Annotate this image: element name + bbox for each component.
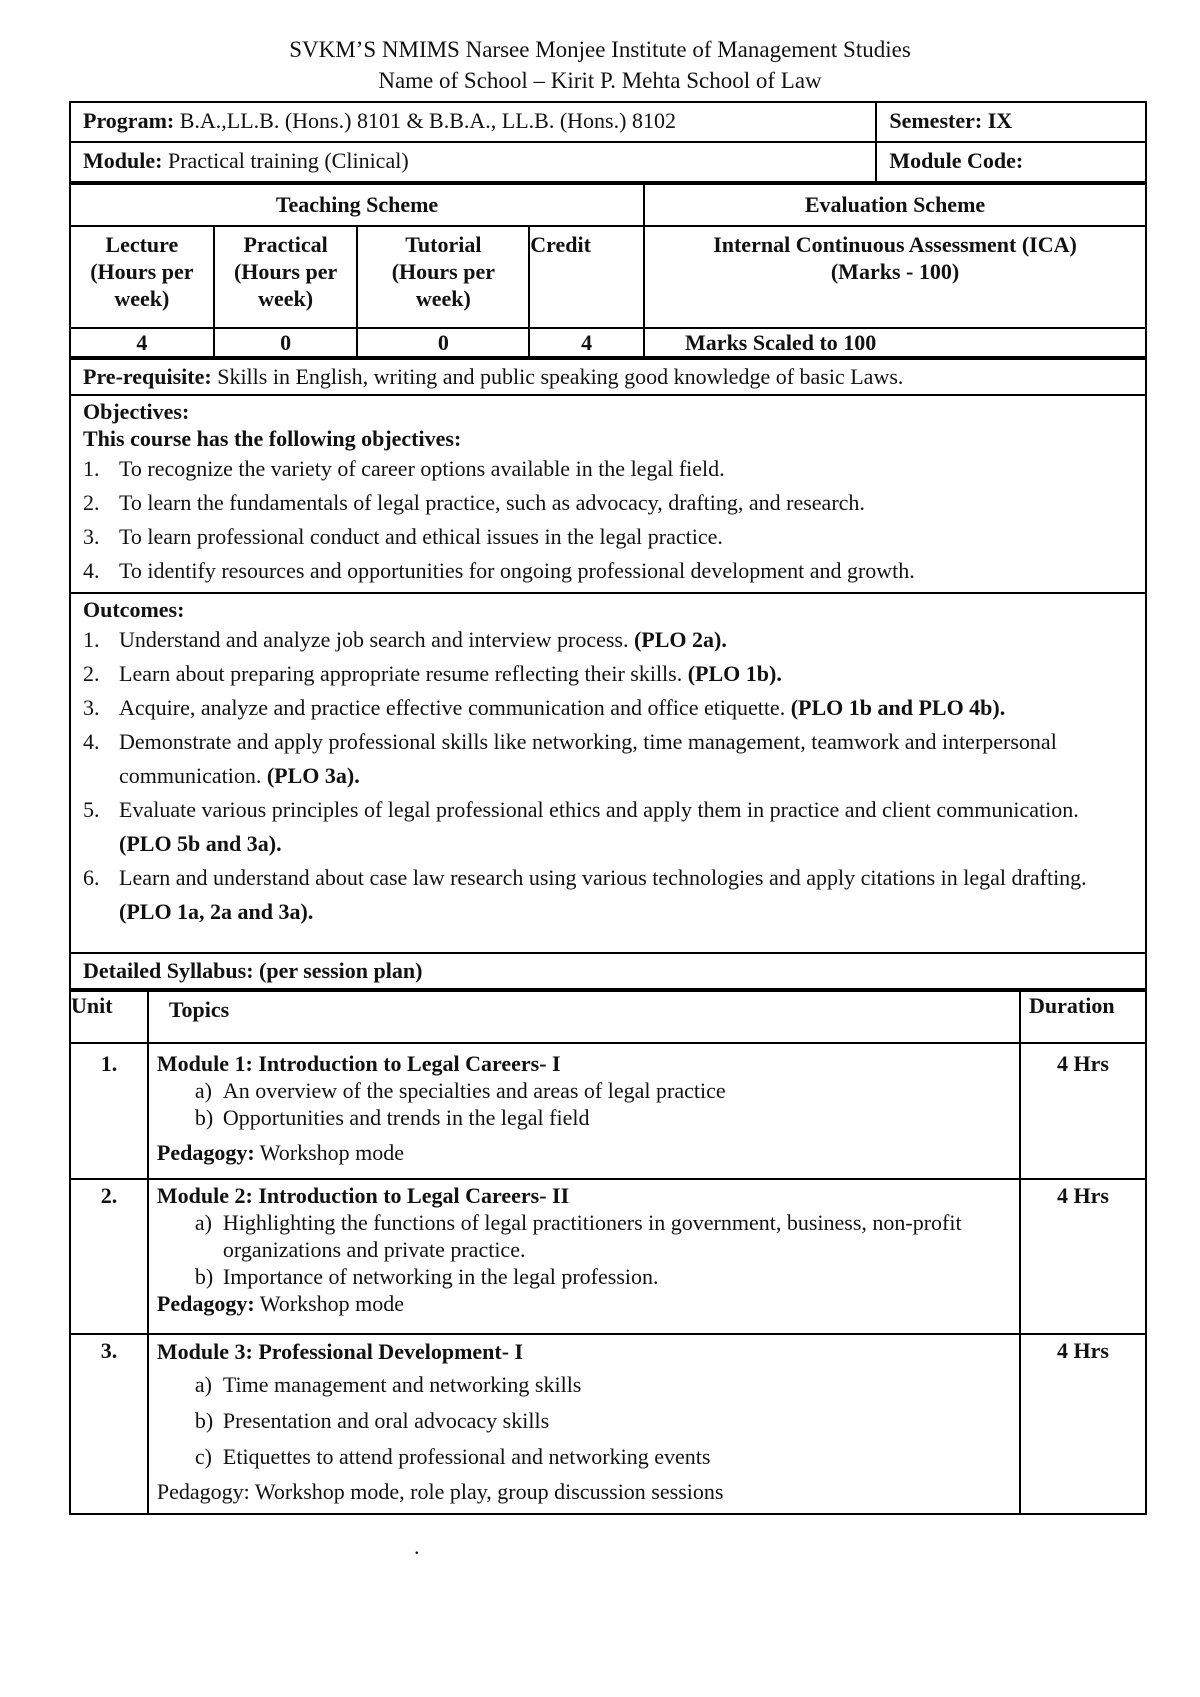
program-value: B.A.,LL.B. (Hons.) 8101 & B.B.A., LL.B. (Hons.) 8102 xyxy=(179,108,676,133)
topic-item xyxy=(157,1077,1011,1104)
topic-letter: a) xyxy=(194,1078,212,1103)
duration-text: 4 Hrs xyxy=(1057,1183,1109,1208)
outcome-plo: (PLO 3a). xyxy=(266,763,360,788)
topic-letter: a) xyxy=(194,1372,212,1397)
pedagogy-label: Pedagogy: xyxy=(156,1291,255,1316)
topic-text: Time management and networking skills xyxy=(222,1372,582,1397)
objective-text: To learn professional conduct and ethical issues in the legal practice. xyxy=(119,524,723,549)
outcomes-cell xyxy=(70,593,1146,953)
pedagogy xyxy=(157,1475,1011,1509)
topic-text: Opportunities and trends in the legal field xyxy=(222,1105,590,1130)
objective-number: 3. xyxy=(83,524,100,549)
outcome-plo: (PLO 1b). xyxy=(687,661,782,686)
objective-text: To recognize the variety of career options available in the legal field. xyxy=(119,456,725,481)
topic-letter: b) xyxy=(194,1264,214,1289)
duration-cell xyxy=(1020,1334,1146,1514)
pedagogy xyxy=(157,1139,1011,1166)
outcome-number: 6. xyxy=(83,865,100,890)
topic-text: Etiquettes to attend professional and networking events xyxy=(222,1444,711,1469)
outcome-text: Demonstrate and apply professional skills like networking, time management, teamwork and interpersonal communication. xyxy=(119,729,1057,788)
pedagogy-label: Pedagogy: xyxy=(156,1479,250,1504)
objective-number: 1. xyxy=(83,456,100,481)
duration-text: 4 Hrs xyxy=(1057,1338,1109,1363)
topics-cell xyxy=(148,1043,1020,1179)
outcomes-title-text: Outcomes: xyxy=(83,597,185,622)
outcome-item xyxy=(83,861,1129,929)
module-label: Module: xyxy=(83,148,163,173)
module-value: Practical training (Clinical) xyxy=(167,148,409,173)
outcome-text: Evaluate various principles of legal professional ethics and apply them in practice and client communication. xyxy=(119,797,1079,822)
objective-item xyxy=(83,554,1133,588)
objective-number: 2. xyxy=(83,490,100,515)
outcome-plo: (PLO 2a). xyxy=(633,627,727,652)
objectives-title-text: Objectives: xyxy=(83,399,190,424)
outcome-item xyxy=(83,623,1129,657)
unit-number-text: 3. xyxy=(100,1338,118,1363)
objective-item xyxy=(83,452,1133,486)
syllabus-row-2 xyxy=(70,1179,1146,1334)
duration-header-text: Duration xyxy=(1029,993,1115,1018)
credit-header xyxy=(529,226,644,328)
lecture-header xyxy=(70,226,214,328)
outcome-plo: (PLO 5b and 3a). xyxy=(119,831,282,856)
school-title: Name of School – Kirit P. Mehta School of Law xyxy=(378,68,822,93)
objective-text: To identify resources and opportunities for ongoing professional development and growth. xyxy=(119,558,915,583)
unit-header xyxy=(70,991,148,1043)
objectives-list xyxy=(83,452,1133,588)
unit-number xyxy=(70,1179,148,1334)
module-title-text: Module 3: Professional Development- I xyxy=(156,1339,524,1364)
topics-cell xyxy=(148,1334,1020,1514)
credit-value xyxy=(529,328,644,357)
program-cell xyxy=(70,102,876,142)
objective-item xyxy=(83,486,1133,520)
objectives-subtitle xyxy=(83,425,1133,452)
tutorial-header xyxy=(357,226,529,328)
outcomes-title xyxy=(83,596,1129,623)
outcomes-list xyxy=(83,623,1129,929)
program-table xyxy=(69,101,1147,183)
marks-scaled-text: Marks Scaled to 100 xyxy=(685,330,877,355)
outcome-plo: (PLO 1a, 2a and 3a). xyxy=(119,899,314,924)
ica-header-text: Internal Continuous Assessment (ICA)(Marks - 100) xyxy=(713,232,1077,284)
pedagogy xyxy=(157,1290,1011,1317)
outcome-number: 2. xyxy=(83,661,100,686)
topic-item xyxy=(157,1104,1011,1131)
details-table xyxy=(69,358,1147,990)
module-cell xyxy=(70,142,876,182)
prerequisite-cell xyxy=(70,359,1146,395)
module-title xyxy=(157,1050,1011,1077)
objective-number: 4. xyxy=(83,558,100,583)
pedagogy-label: Pedagogy: xyxy=(156,1140,255,1165)
objectives-title xyxy=(83,398,1133,425)
tutorial-value xyxy=(357,328,529,357)
marks-scaled xyxy=(644,328,1146,357)
syllabus-title-cell xyxy=(70,953,1146,989)
credit-header-text: Credit xyxy=(530,232,591,257)
outcome-text: Learn and understand about case law research using various technologies and apply citations in legal drafting. xyxy=(119,865,1087,890)
topic-text: Highlighting the functions of legal practitioners in government, business, non-profit organizations and private practice. xyxy=(222,1210,962,1262)
topic-item xyxy=(157,1209,1011,1263)
prerequisite-label: Pre-requisite: xyxy=(83,364,212,389)
ica-header xyxy=(644,226,1146,328)
module-title xyxy=(157,1182,1011,1209)
syllabus-row-1 xyxy=(70,1043,1146,1179)
pedagogy-text: Workshop mode, role play, group discussion sessions xyxy=(249,1479,724,1504)
topic-item xyxy=(157,1263,1011,1290)
duration-text: 4 Hrs xyxy=(1057,1051,1109,1076)
semester: Semester: IX xyxy=(889,108,1013,133)
topic-letter: c) xyxy=(194,1444,212,1469)
duration-header xyxy=(1020,991,1146,1043)
institute-title: SVKM’S NMIMS Narsee Monjee Institute of Management Studies xyxy=(289,37,911,62)
topics-header-text: Topics xyxy=(168,997,230,1022)
objective-item xyxy=(83,520,1133,554)
lecture-header-text: Lecture (Hours per week) xyxy=(90,232,194,311)
pedagogy-text: Workshop mode xyxy=(254,1140,405,1165)
duration-cell xyxy=(1020,1179,1146,1334)
objective-text: To learn the fundamentals of legal practice, such as advocacy, drafting, and research. xyxy=(119,490,865,515)
semester-cell xyxy=(876,102,1146,142)
topic-letter: b) xyxy=(194,1105,214,1130)
objectives-cell xyxy=(70,395,1146,593)
syllabus-row-3 xyxy=(70,1334,1146,1514)
outcome-item xyxy=(83,691,1129,725)
outcome-item xyxy=(83,793,1129,861)
unit-number xyxy=(70,1043,148,1179)
topic-text: Presentation and oral advocacy skills xyxy=(222,1408,550,1433)
topic-text: Importance of networking in the legal profession. xyxy=(222,1264,659,1289)
outcome-number: 4. xyxy=(83,729,100,754)
unit-number-text: 1. xyxy=(100,1051,118,1076)
practical-value xyxy=(214,328,358,357)
topic-letter: a) xyxy=(194,1210,212,1235)
module-title-text: Module 2: Introduction to Legal Careers- II xyxy=(156,1183,570,1208)
practical-header xyxy=(214,226,358,328)
module-title-text: Module 1: Introduction to Legal Careers- I xyxy=(156,1051,561,1076)
unit-header-text: Unit xyxy=(71,993,113,1018)
syllabus-table xyxy=(69,990,1147,1515)
outcome-number: 1. xyxy=(83,627,100,652)
objectives-subtitle-text: This course has the following objectives: xyxy=(83,426,462,451)
program-label: Program: xyxy=(83,108,175,133)
module-title xyxy=(157,1337,1011,1367)
footer-dot: . xyxy=(414,1534,420,1559)
outcome-text: Acquire, analyze and practice effective communication and office etiquette. xyxy=(119,695,791,720)
module-code-cell xyxy=(876,142,1146,182)
outcome-number: 5. xyxy=(83,797,100,822)
lecture-value-text: 4 xyxy=(136,330,148,355)
pedagogy-text: Workshop mode xyxy=(254,1291,405,1316)
topic-letter: b) xyxy=(194,1408,214,1433)
module-code: Module Code: xyxy=(889,148,1024,173)
syllabus-title: Detailed Syllabus: (per session plan) xyxy=(83,958,423,983)
evaluation-scheme-text: Evaluation Scheme xyxy=(804,192,986,217)
outcome-text: Understand and analyze job search and interview process. xyxy=(119,627,634,652)
outcome-item xyxy=(83,657,1129,691)
credit-value-text: 4 xyxy=(581,330,593,355)
outcome-item xyxy=(83,725,1129,793)
unit-number-text: 2. xyxy=(100,1183,118,1208)
topic-item xyxy=(157,1367,1011,1403)
tutorial-value-text: 0 xyxy=(437,330,449,355)
scheme-table xyxy=(69,183,1147,358)
topic-item xyxy=(157,1439,1011,1475)
topic-text: An overview of the specialties and areas of legal practice xyxy=(222,1078,726,1103)
outcome-number: 3. xyxy=(83,695,100,720)
prerequisite-value: Skills in English, writing and public speaking good knowledge of basic Laws. xyxy=(217,364,904,389)
teaching-scheme-text: Teaching Scheme xyxy=(275,192,439,217)
lecture-value xyxy=(70,328,214,357)
duration-cell xyxy=(1020,1043,1146,1179)
topic-item xyxy=(157,1403,1011,1439)
teaching-scheme-title xyxy=(70,184,644,226)
topics-cell xyxy=(148,1179,1020,1334)
tutorial-header-text: Tutorial (Hours per week) xyxy=(391,232,495,311)
topics-header xyxy=(148,991,1020,1043)
practical-header-text: Practical (Hours per week) xyxy=(233,232,338,311)
practical-value-text: 0 xyxy=(280,330,292,355)
evaluation-scheme-title xyxy=(644,184,1146,226)
unit-number xyxy=(70,1334,148,1514)
outcome-plo: (PLO 1b and PLO 4b). xyxy=(790,695,1006,720)
outcome-text: Learn about preparing appropriate resume reflecting their skills. xyxy=(119,661,688,686)
